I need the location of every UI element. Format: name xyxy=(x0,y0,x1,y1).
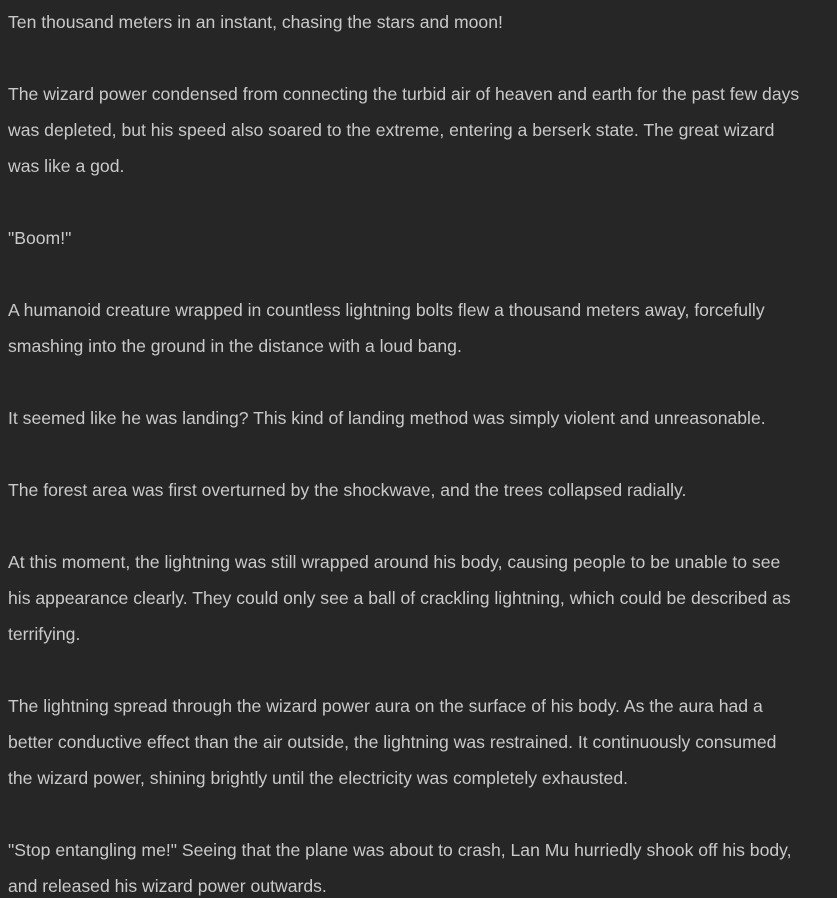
paragraph: The wizard power condensed from connecting the turbid air of heaven and earth for the past few days was depleted, but his speed also soared to the extreme, entering a berserk state. The great wizard was like a god. xyxy=(8,84,800,176)
paragraph: Ten thousand meters in an instant, chasing the stars and moon! xyxy=(8,12,503,32)
paragraph: "Boom!" xyxy=(8,228,72,248)
paragraph: "Stop entangling me!" Seeing that the plane was about to crash, Lan Mu hurriedly shook off his body, and released his wizard power outwards. xyxy=(8,840,792,896)
paragraph: At this moment, the lightning was still wrapped around his body, causing people to be unable to see his appearance clearly. They could only see a ball of crackling lightning, which could be described as terrifying. xyxy=(8,552,791,644)
paragraph: The lightning spread through the wizard power aura on the surface of his body. As the aura had a better conductive effect than the air outside, the lightning was restrained. It continuously consumed the wizard power, shining brightly until the electricity was completely exhausted. xyxy=(8,696,777,788)
paragraph: A humanoid creature wrapped in countless lightning bolts flew a thousand meters away, forcefully smashing into the ground in the distance with a loud bang. xyxy=(8,300,765,356)
paragraph: The forest area was first overturned by the shockwave, and the trees collapsed radially. xyxy=(8,480,687,500)
paragraph: It seemed like he was landing? This kind of landing method was simply violent and unreasonable. xyxy=(8,408,766,428)
